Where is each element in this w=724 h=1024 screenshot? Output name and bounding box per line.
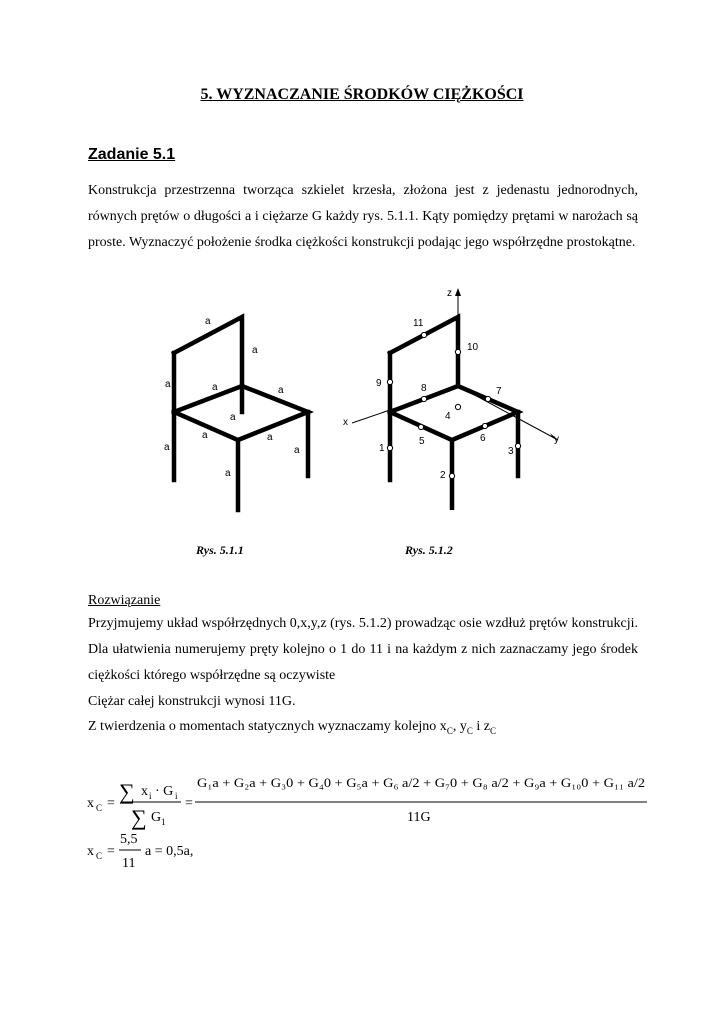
eq-lhs: x <box>87 796 94 811</box>
bar-number: 3 <box>508 446 514 457</box>
bar-label: a <box>212 382 218 393</box>
bar-number: 4 <box>445 411 451 422</box>
svg-text:=: = <box>185 796 193 811</box>
eq-lhs-sub: C <box>96 803 103 813</box>
bar-label: a <box>205 316 211 327</box>
bar-label: a <box>278 385 284 396</box>
theorem-text: , y <box>452 719 467 734</box>
svg-text:=: = <box>107 844 115 859</box>
bar-label: a <box>267 432 273 443</box>
bar-number: 6 <box>480 433 486 444</box>
eq-sum-num-sub2: i <box>175 791 178 801</box>
figure-chair <box>150 300 330 515</box>
subscript: C <box>466 725 473 736</box>
eq-sum-num-dot: · G <box>155 784 174 799</box>
eq-sum-den-sub: 1 <box>161 817 166 827</box>
bar-label: a <box>202 430 208 441</box>
svg-text:=: = <box>107 796 115 811</box>
bar-number: 11 <box>413 318 424 329</box>
bar-number: 2 <box>440 470 446 481</box>
bar-number: 5 <box>419 436 425 447</box>
axis-label-x: x <box>343 417 348 428</box>
eq-rhs-numerator: G₁a + G₂a + G₃0 + G₄0 + G₅a + G₆ a/2 + G₇0 + G₈ a/2 + G₉a + G₁₀0 + G₁₁ a/2 <box>197 775 645 790</box>
subscript: C <box>489 725 496 736</box>
theorem-text: i z <box>472 719 490 734</box>
eq-sum-num-sub: i <box>149 791 152 801</box>
bar-label: a <box>294 445 300 456</box>
solution-paragraph: Przyjmujemy układ współrzędnych 0,x,y,z (rys. 5.1.2) prowadząc osie wzdłuż prętów konstrukcji. Dla ułatwienia numerujemy pręty kolejno o 1 do 11 i na każdym z nich zaznaczamy jego środek ciężkości którego współrzędne są oczywiste <box>88 616 639 683</box>
bar-label: a <box>230 412 236 423</box>
bar-label: a <box>252 345 258 356</box>
bar-number: 7 <box>496 386 502 397</box>
solution-weight-line: Ciężar całej konstrukcji wynosi 11G. <box>88 694 296 709</box>
eq2-lhs: x <box>87 844 94 859</box>
task-heading: Zadanie 5.1 <box>88 146 176 163</box>
bar-number: 9 <box>376 378 382 389</box>
equation-xc-result <box>85 828 285 874</box>
axis-label-z: z <box>447 288 452 299</box>
sum-icon: ∑ <box>119 779 135 804</box>
eq2-frac-den: 11 <box>122 856 136 871</box>
sum-icon: ∑ <box>131 805 147 830</box>
equation-xc <box>85 765 655 835</box>
subscript: C <box>446 725 453 736</box>
eq-rhs-denominator: 11G <box>407 810 431 825</box>
bar-label: a <box>164 442 170 453</box>
page-title: 5. WYZNACZANIE ŚRODKÓW CIĘŻKOŚCI <box>200 86 524 103</box>
bar-label: a <box>165 379 171 390</box>
eq-sum-num: x <box>141 784 148 799</box>
solution-heading: Rozwiązanie <box>88 593 161 608</box>
bar-number: 1 <box>379 443 385 454</box>
axis-label-y: y <box>554 434 559 445</box>
eq2-rest: a = 0,5a, <box>145 844 194 859</box>
task-text: Konstrukcja przestrzenna tworząca szkielet krzesła, złożona jest z jedenastu jednorodnych, równych prętów o długości a i ciężarze G każdy rys. 5.1.1. Kąty pomiędzy prętami w narożach są proste. Wyznaczyć położenie środka ciężkości konstrukcji podając jego współrzędne prostokątne. <box>88 183 638 250</box>
theorem-text: Z twierdzenia o momentach statycznych wyznaczamy kolejno x <box>88 719 447 734</box>
figure1-caption: Rys. 5.1.1 <box>196 543 244 557</box>
figure-chair-axes <box>330 280 575 510</box>
bar-number: 10 <box>467 342 479 353</box>
bar-number: 8 <box>421 383 427 394</box>
solution-theorem-line <box>88 714 496 744</box>
eq2-lhs-sub: C <box>96 851 103 861</box>
bar-label: a <box>225 468 231 479</box>
eq2-frac-num: 5,5 <box>120 832 138 847</box>
figure2-caption: Rys. 5.1.2 <box>405 543 453 557</box>
eq-sum-den: G <box>151 810 162 825</box>
